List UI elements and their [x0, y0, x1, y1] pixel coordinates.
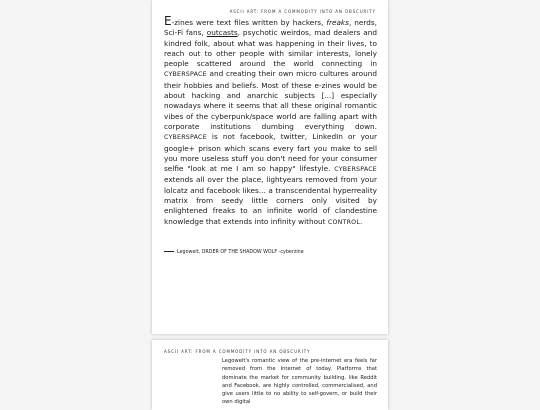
- drop-cap: E: [164, 14, 172, 28]
- page-one: [152, 0, 388, 334]
- essay-text: , psychotic weirdos, mad dealers and kindred folk, about what was happening in their lives, to reach out to other people with similar interests, lonely people scattered around the world connecting in: [164, 28, 377, 69]
- essay-italic-word: freaks: [326, 18, 349, 27]
- essay-text: and creating their own micro cultures around their hobbies and beliefs. Most of these e-zines would be about hacking and anarchic subjects [...] especially nowadays where it seems that all these original romantic vibes of the cyberpunk/space world are falling apart with corporate institutions dumbing everything down.: [164, 69, 377, 131]
- commentary-paragraph: Legowelt's romantic view of the pre-internet era feels far removed from the Internet of today. Platforms that dominate the market for community building, like Reddit and Facebook, are highly controlled, commercialised, and give users little to no ability to self-govern, or build their own digital: [222, 358, 377, 406]
- essay-text: , nerds, Sci-Fi fans,: [164, 18, 377, 38]
- essay-underlined-word: outcasts: [206, 28, 238, 38]
- attribution-text: Legowelt, ORDER OF THE SHADOW WOLF -cyberzine: [177, 250, 304, 255]
- attribution-dash: [164, 251, 174, 252]
- page-two: [152, 340, 388, 410]
- running-head: ASCII ART: FROM A COMMODITY INTO AN OBSCURITY: [229, 9, 376, 14]
- cyberspace-word: CYBERSPACE: [334, 166, 377, 174]
- essay-text: is not facebook, twitter, LinkedIn or your google+ prison which scans every fart you make to sell you more useless stuff you don't need for your consumer selfie "look at me I am so happy" lifestyle.: [164, 132, 377, 174]
- essay-text: -zines were text files written by hackers,: [171, 18, 327, 27]
- essay-text: .: [360, 216, 363, 226]
- cyberspace-word: CYBERSPACE: [164, 134, 207, 142]
- control-word: CONTROL: [327, 218, 361, 226]
- essay-quote: [164, 14, 377, 228]
- quote-attribution: [164, 250, 304, 255]
- essay-text: extends all over the place, lightyears removed from your lolcatz and facebook likes... a transcendental hyperreality matrix from seedy little corners only visited by enlightened freaks to an infinite world of clandestine knowledge that extends into infinity without: [164, 175, 377, 226]
- running-head: ASCII ART: FROM A COMMODITY INTO AN OBSCURITY: [164, 349, 311, 354]
- cyberspace-word: CYBERSPACE: [164, 71, 207, 79]
